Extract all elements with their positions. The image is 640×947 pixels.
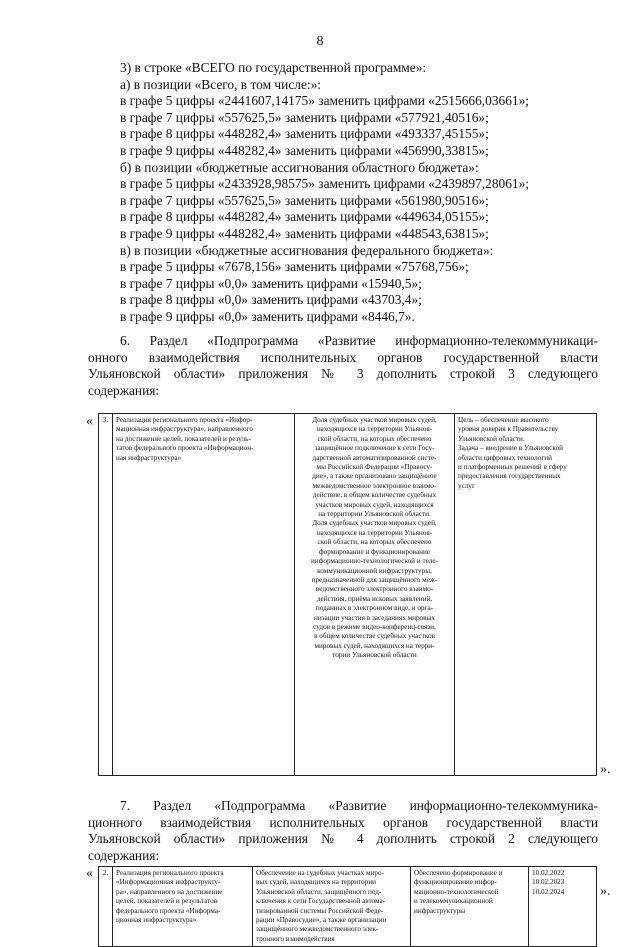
- cell-line: формирование и функционирование: [318, 547, 431, 556]
- cell-line: межведомственное электронное взаимо-: [312, 481, 437, 490]
- cell-line: услуг: [458, 481, 475, 490]
- cell-line: области цифровых технологий: [458, 453, 552, 462]
- text-line: содержания:: [88, 382, 160, 398]
- text-line: 3) в строке «ВСЕГО по государственной программе»:: [120, 60, 427, 75]
- dates-cell: [529, 867, 597, 947]
- text-line: в графе 9 цифры «448282,4» заменить цифрами «456990,33815»;: [120, 142, 489, 158]
- text-line: в графе 7 цифры «557625,5» заменить цифрами «561980,90516»;: [120, 192, 489, 208]
- cell-line: ведомственного электронного взаимо-: [315, 585, 434, 594]
- cell-line: участков мировых судей, находящихся: [315, 500, 434, 509]
- text-line: в графе 8 цифры «448282,4» заменить цифрами «449634,05155»;: [120, 209, 489, 225]
- text-line: содержания:: [88, 847, 160, 863]
- cell-line: защищённого межведомственного элек-: [256, 925, 379, 934]
- cell-line: татов федерального проекта «Информацион-: [116, 444, 254, 453]
- text-line: в графе 8 цифры «448282,4» заменить цифрами «493337,45155»;: [120, 126, 489, 142]
- cell-line: тории Ульяновской области: [332, 651, 417, 660]
- cell-line: Реализация регионального проекта: [116, 869, 224, 877]
- cell-line: 10.02.2023: [532, 878, 565, 887]
- closing-quote: ».: [600, 762, 611, 777]
- text-line: в графе 5 цифры «2433928,98575» заменить цифрами «2439897,28061»;: [120, 176, 530, 192]
- cell-line: предназначенной для защищённого меж-: [311, 575, 438, 584]
- cell-line: Обеспечение на судебных участках миро-: [256, 869, 384, 877]
- cell-line: поданных в электронном виде, и орга-: [315, 604, 434, 613]
- cell-line: вых судей, находящихся на территории: [256, 878, 377, 887]
- cell-line: функционирование инфор-: [414, 878, 497, 887]
- cell-line: Реализация регионального проекта «Инфор-: [116, 416, 253, 424]
- text-line: в графе 7 цифры «557625,5» заменить цифрами «577921,40516»;: [120, 109, 489, 125]
- table-subprogram-3: [98, 413, 597, 776]
- cell-line: низации участия в заседаниях мировых: [314, 613, 435, 622]
- closing-quote: ».: [600, 884, 611, 899]
- text-line: б) в позиции «бюджетные ассигнования областного бюджета»:: [120, 159, 479, 175]
- goal-cell: [455, 414, 597, 776]
- task-cell: [253, 867, 411, 947]
- cell-line: ключения к сети Государственной автома-: [256, 897, 386, 906]
- cell-line: тронного взаимодействия: [256, 934, 335, 943]
- section-6-paragraph: [88, 333, 598, 399]
- cell-line: мы Российской Федерации «Правосу-: [316, 463, 433, 472]
- opening-quote: «: [86, 866, 93, 881]
- text-line: в графе 5 цифры «2441607,14175» заменить цифрами «2515666,03661»;: [120, 93, 530, 109]
- table-row: [99, 414, 597, 776]
- cell-line: действие, в общем количестве судебных: [312, 491, 437, 500]
- measure-cell: [113, 414, 295, 776]
- text-line: Ульяновской области» приложения № 4 дополнить строкой 2 следующего: [88, 831, 598, 847]
- cell-line: уровня доверия к Правительству: [458, 425, 559, 434]
- row-number: 3.: [99, 414, 113, 776]
- cell-line: Доля судебных участков мировых судей,: [312, 519, 437, 528]
- cell-line: находящихся на территории Ульянов-: [316, 425, 433, 434]
- text-line: в графе 9 цифры «448282,4» заменить цифрами «448543,63815»;: [120, 225, 489, 241]
- cell-line: «Информационная инфраструкту-: [116, 878, 221, 887]
- cell-line: ная инфраструктура»: [116, 453, 182, 462]
- cell-line: в общем количестве судебных участков: [314, 632, 435, 641]
- cell-line: Ульяновской области.: [458, 434, 525, 443]
- cell-line: 10.02.2024: [532, 887, 565, 896]
- cell-line: дие», а также организовано защищённое: [312, 472, 437, 481]
- text-line: а) в позиции «Всего, в том числе:»:: [120, 76, 322, 92]
- cell-line: и платформенных решений в сферу: [458, 463, 567, 472]
- table-subprogram-4: [98, 866, 597, 947]
- cell-line: тизированной системы Российской Феде-: [256, 906, 384, 915]
- row-number: 2.: [99, 867, 113, 947]
- cell-line: 10.02.2022: [532, 869, 565, 877]
- cell-line: ской области, на которых обеспечено: [317, 538, 432, 547]
- amendment-list: [88, 60, 598, 326]
- cell-line: ской области, на которых обеспечено: [317, 434, 432, 443]
- page-number: 8: [316, 34, 324, 49]
- cell-line: на территории Ульяновской области.: [318, 510, 431, 519]
- cell-line: ра», направленного на достижение: [116, 887, 223, 896]
- measure-cell: [113, 867, 253, 947]
- cell-line: судов в режиме видео-конференц-связи,: [313, 622, 436, 631]
- text-line: в графе 8 цифры «0,0» заменить цифрами «43703,4»;: [120, 292, 422, 308]
- cell-line: и телекоммуникационной: [414, 897, 493, 906]
- cell-line: Цель – обеспечение высокого: [458, 416, 549, 424]
- cell-line: Ульяновской области, защищённого под-: [256, 887, 382, 896]
- cell-line: информационно-технологической и теле-: [311, 557, 438, 566]
- cell-line: защищённое подключение к сети Госу-: [314, 444, 435, 453]
- cell-line: предоставления государственных: [458, 472, 561, 481]
- text-line: в графе 9 цифры «0,0» заменить цифрами «8446,7».: [120, 308, 415, 324]
- text-line: в) в позиции «бюджетные ассигнования федерального бюджета»:: [120, 242, 494, 258]
- result-cell: [411, 867, 529, 947]
- text-line: 6. Раздел «Подпрограмма «Развитие информационно-телекоммуникаци-: [120, 333, 598, 348]
- text-line: ционного взаимодействия исполнительных органов государственной власти: [88, 814, 598, 830]
- text-line: онного взаимодействия исполнительных органов государственной власти: [88, 349, 598, 365]
- cell-line: федерального проекта «Информа-: [116, 906, 221, 915]
- cell-line: находящихся на территории Ульянов-: [316, 528, 433, 537]
- cell-line: Задача – внедрение в Ульяновской: [458, 444, 563, 453]
- cell-line: дарственной автоматизированной систе-: [312, 453, 437, 462]
- cell-line: Доля судебных участков мировых судей,: [312, 416, 437, 424]
- text-line: в графе 5 цифры «7678,156» заменить цифрами «75768,756»;: [120, 259, 469, 275]
- cell-line: мационно-технологической: [414, 887, 499, 896]
- cell-line: на достижение целей, показателей и резуль-: [116, 434, 251, 443]
- cell-line: действия, приёма исковых заявлений,: [316, 594, 433, 603]
- cell-line: Обеспечено формирование и: [414, 869, 503, 877]
- opening-quote: «: [86, 414, 93, 429]
- section-7-paragraph: [88, 798, 598, 864]
- table-row: [99, 867, 597, 947]
- cell-line: мационная инфраструктура», направленного: [116, 425, 253, 434]
- cell-line: целей, показателей и результатов: [116, 897, 218, 906]
- text-line: 7. Раздел «Подпрограмма «Развитие информационно-телекоммуника-: [120, 798, 598, 813]
- cell-line: мировых судей, находящихся на терри-: [314, 641, 435, 650]
- cell-line: инфраструктуры: [414, 906, 466, 915]
- cell-line: коммуникационной инфраструктуры,: [317, 566, 432, 575]
- indicator-cell: [295, 414, 455, 776]
- text-line: в графе 7 цифры «0,0» заменить цифрами «15940,5»;: [120, 275, 422, 291]
- cell-line: рации «Правосудие», а также организации: [256, 916, 387, 925]
- cell-line: ционная инфраструктура»: [116, 916, 197, 925]
- text-line: Ульяновской области» приложения № 3 дополнить строкой 3 следующего: [88, 366, 598, 382]
